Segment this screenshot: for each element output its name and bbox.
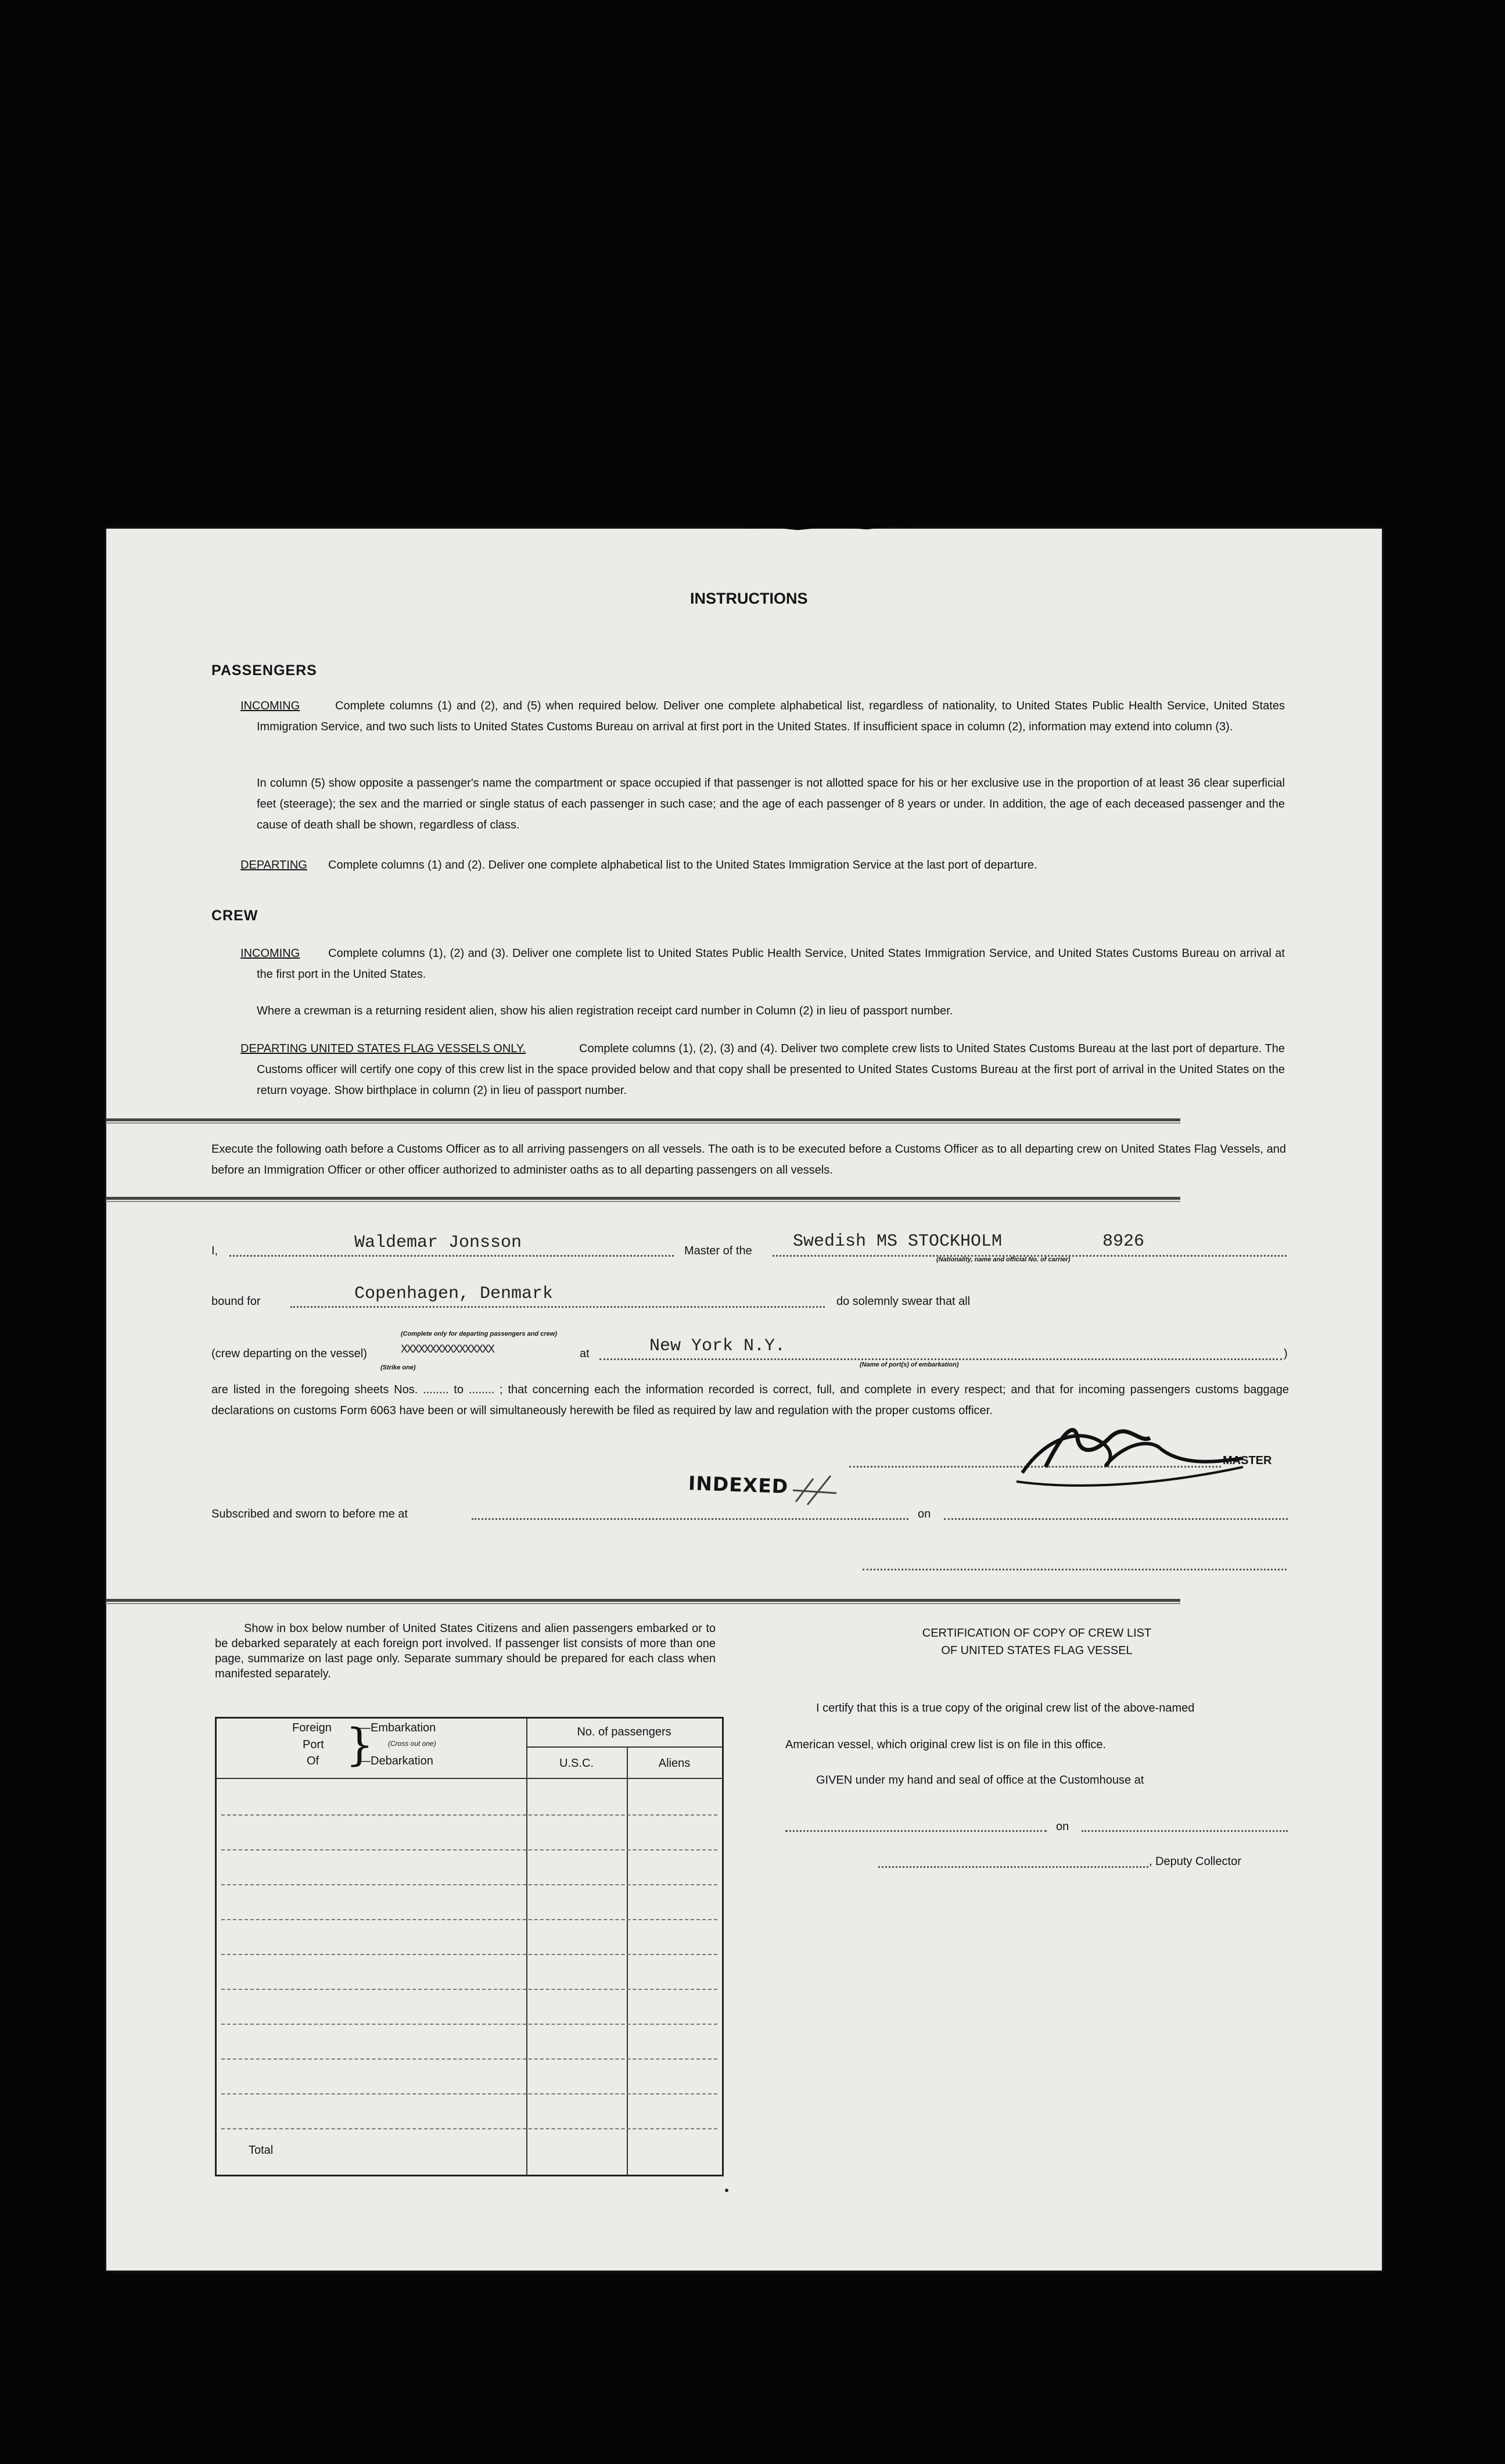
punch-mark <box>725 2189 728 2192</box>
table-col-divider-2 <box>627 1746 628 2175</box>
certification-date-line <box>1082 1830 1288 1832</box>
passengers-departing-text: Complete columns (1) and (2). Deliver one complete alphabetical list to the United States Immigration Service at the last port of departure. <box>328 859 1037 871</box>
foreign-port-label-1: Foreign <box>292 1721 332 1734</box>
instructions-title: INSTRUCTIONS <box>690 590 808 607</box>
certification-title-1: CERTIFICATION OF COPY OF CREW LIST <box>922 1627 1152 1640</box>
table-row <box>221 1989 717 1990</box>
crew-departing-text: Complete columns (1), (2), (3) and (4). Deliver two complete crew lists to United States Customs Bureau at the last port of departure. The Customs officer will certify one copy of this crew list in the space provided below and that copy shall be presented to United States Customs Bureau at the first port of arrival in the United States on the return voyage. Show birthplace in column (2) in lieu of passport number. <box>257 1042 1285 1097</box>
indexed-initial-mark <box>790 1470 842 1511</box>
port-caption: (Name of port(s) of embarkation) <box>860 1361 959 1368</box>
aliens-header: Aliens <box>658 1757 691 1770</box>
subscribed-label: Subscribed and sworn to before me at <box>211 1508 408 1520</box>
table-row <box>221 2128 717 2129</box>
swear-label: do solemnly swear that all <box>836 1295 971 1308</box>
indexed-stamp: INDEXED <box>688 1472 789 1498</box>
vessel-number-value: 8926 <box>1102 1232 1145 1251</box>
crew-departing-label: (crew departing on the vessel) <box>211 1347 367 1360</box>
customhouse-line <box>785 1830 1047 1832</box>
passengers-heading: PASSENGERS <box>211 662 317 679</box>
struck-text: XXXXXXXXXXXXXXXX <box>401 1343 494 1357</box>
subscribed-on-line <box>944 1518 1288 1520</box>
divider-top <box>106 1118 1180 1124</box>
table-row <box>221 1814 717 1816</box>
no-passengers-header: No. of passengers <box>577 1726 671 1738</box>
usc-header: U.S.C. <box>559 1757 594 1770</box>
total-label: Total <box>249 2144 274 2157</box>
destination-value: Copenhagen, Denmark <box>354 1284 554 1304</box>
bound-for-label: bound for <box>211 1295 261 1308</box>
crew-heading: CREW <box>211 908 258 924</box>
divider-oath <box>106 1197 1180 1202</box>
brace-icon: } <box>346 1719 374 1770</box>
crew-incoming-label: INCOMING <box>240 947 300 960</box>
table-row <box>221 2024 717 2025</box>
vessel-caption: (Nationality, name and official No. of carrier) <box>936 1256 1071 1263</box>
vessel-value: Swedish MS STOCKHOLM <box>793 1232 1003 1251</box>
passengers-departing-label: DEPARTING <box>240 859 307 871</box>
debarkation-label: —Debarkation <box>359 1755 433 1767</box>
master-of-label: Master of the <box>684 1244 752 1257</box>
certification-text-1: I certify that this is a true copy of the original crew list of the above-named <box>816 1702 1195 1715</box>
certification-text-3: GIVEN under my hand and seal of office at the Customhouse at <box>816 1774 1144 1787</box>
passengers-incoming-label: INCOMING <box>240 700 300 712</box>
port-line <box>599 1358 1282 1360</box>
foreign-port-label-2: Port <box>303 1738 324 1751</box>
port-value: New York N.Y. <box>649 1336 786 1356</box>
deputy-collector-label: , Deputy Collector <box>1149 1855 1241 1868</box>
destination-line <box>290 1306 825 1308</box>
passengers-incoming-text: Complete columns (1) and (2), and (5) when required below. Deliver one complete alphabetical list, regardless of nationality, to United States Public Health Service, United States Immigration Service, and two such lists to United States Customs Bureau on arrival at first port in the United States. If insufficient space in column (2), information may extend into column (3). <box>257 700 1285 733</box>
table-row <box>221 1849 717 1850</box>
embarkation-label: —Embarkation <box>359 1721 436 1734</box>
close-paren: ) <box>1284 1347 1288 1360</box>
subscribed-on-label: on <box>918 1508 931 1520</box>
certification-title-2: OF UNITED STATES FLAG VESSEL <box>941 1644 1133 1657</box>
passenger-summary-table <box>215 1717 724 2176</box>
crew-resident-text: Where a crewman is a returning resident alien, show his alien registration receipt card number in Column (2) in lieu of passport number. <box>257 1005 953 1017</box>
officer-signature-line <box>863 1569 1287 1570</box>
subscribed-at-line <box>472 1518 908 1520</box>
strike-caption: (Strike one) <box>380 1364 416 1371</box>
table-row <box>221 1884 717 1885</box>
table-subheader-rule <box>526 1746 722 1748</box>
table-row <box>221 1954 717 1955</box>
listed-text: are listed in the foregoing sheets Nos. ........ to ........ ; that concerning each the information recorded is correct, full, and complete in every respect; and that for incoming passengers customs baggage declarations on customs Form 6063 have been or will simultaneously herewith be filed as required by law and regulation with the proper customs officer. <box>211 1383 1289 1417</box>
cross-out-caption: (Cross out one) <box>388 1739 436 1748</box>
master-label: MASTER <box>1223 1454 1272 1467</box>
table-header-rule <box>217 1778 722 1779</box>
crew-departing-label: DEPARTING UNITED STATES FLAG VESSELS ONLY. <box>240 1042 526 1055</box>
divider-bottom <box>106 1599 1180 1604</box>
table-col-divider-1 <box>526 1719 527 2175</box>
table-row <box>221 2058 717 2060</box>
foreign-port-label-3: Of <box>307 1755 319 1767</box>
crew-incoming-text: Complete columns (1), (2) and (3). Deliver one complete list to United States Public Health Service, United States Immigration Service, and United States Customs Bureau on arrival at the first port in the United States. <box>257 947 1285 981</box>
summary-instruction: Show in box below number of United States Citizens and alien passengers embarked or to be debarked separately at each foreign port involved. If passenger list consists of more than one page, summarize on last page only. Separate summary should be prepared for each class when manifested separately. <box>215 1622 716 1680</box>
deputy-signature-line <box>878 1866 1148 1868</box>
passengers-column5-text: In column (5) show opposite a passenger's name the compartment or space occupied if that passenger is not allotted space for his or her exclusive use in the proportion of at least 36 clear superficial feet (steerage); the sex and the married or single status of each passenger in such case; and the age of each passenger of 8 years or under. In addition, the age of each deceased passenger and the cause of death shall be shown, regardless of class. <box>257 777 1285 831</box>
oath-at-label: at <box>580 1347 590 1360</box>
torn-edge <box>745 522 919 536</box>
oath-i-label: I, <box>211 1244 218 1257</box>
master-signature <box>1011 1403 1255 1490</box>
table-row <box>221 2093 717 2094</box>
destination-caption: (Complete only for departing passengers and crew) <box>401 1330 557 1337</box>
oath-instruction: Execute the following oath before a Customs Officer as to all arriving passengers on all vessels. The oath is to be executed before a Customs Officer as to all departing crew on United States Flag Vessels, and before an Immigration Officer or other officer authorized to administer oaths as to all departing passengers on all vessels. <box>211 1143 1286 1177</box>
master-name-value: Waldemar Jonsson <box>354 1233 522 1253</box>
table-row <box>221 1919 717 1920</box>
master-name-line <box>229 1255 674 1257</box>
certification-on-label: on <box>1056 1820 1069 1833</box>
certification-text-2: American vessel, which original crew list is on file in this office. <box>785 1738 1107 1751</box>
